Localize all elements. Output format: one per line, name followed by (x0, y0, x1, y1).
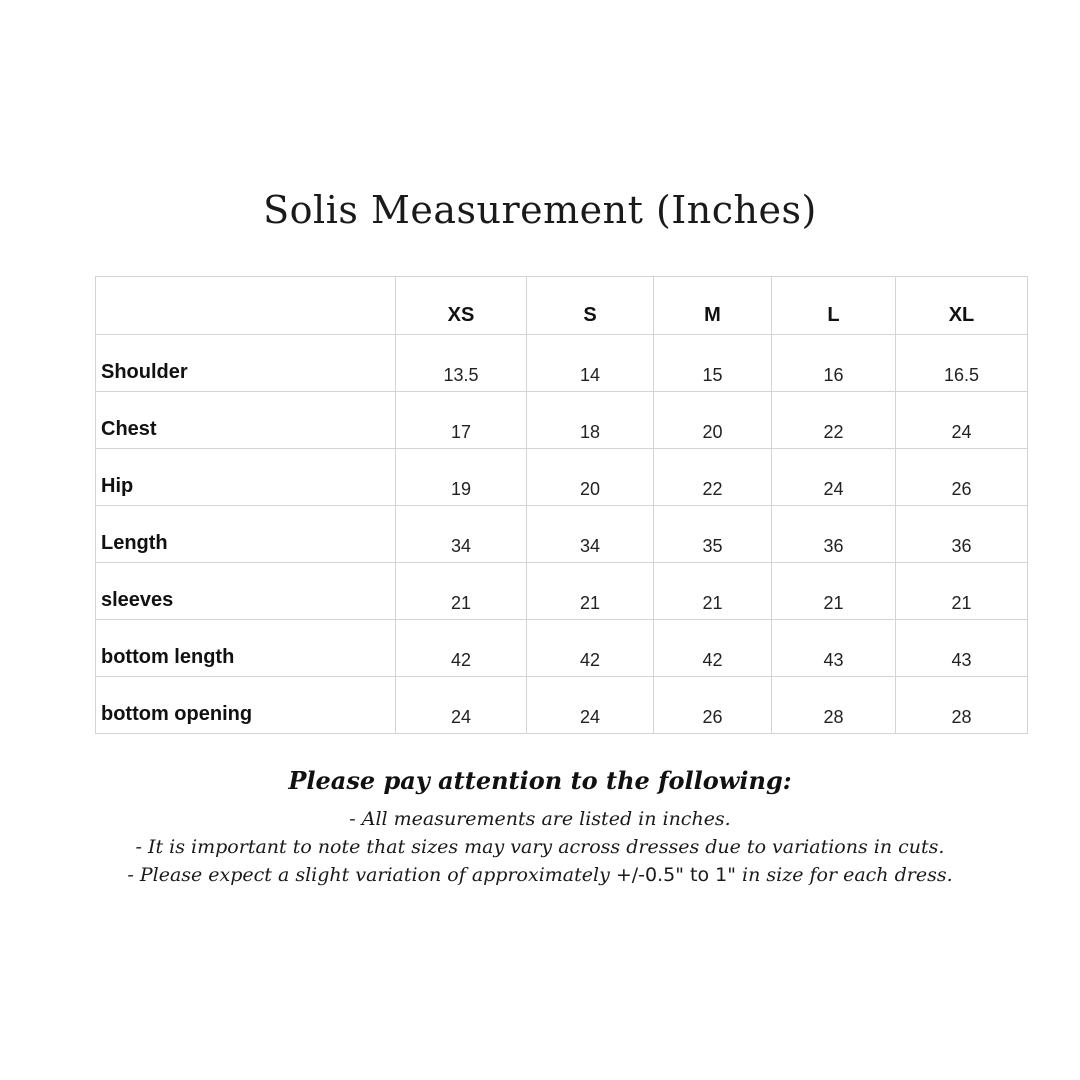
measurement-cell: 26 (896, 449, 1028, 506)
table-row (96, 392, 1028, 449)
measurement-cell: 34 (396, 506, 527, 563)
measurement-cell: 43 (896, 620, 1028, 677)
measurement-cell: 21 (527, 563, 654, 620)
table-row (96, 563, 1028, 620)
measurement-cell: 34 (527, 506, 654, 563)
measurement-cell: 16 (772, 335, 896, 392)
measurement-cell: 17 (396, 392, 527, 449)
size-header-xl: XL (896, 277, 1028, 335)
measurement-cell: 22 (654, 449, 772, 506)
measurement-cell: 42 (527, 620, 654, 677)
measurement-cell: 42 (654, 620, 772, 677)
note-line-3-suffix: in size for each dress. (735, 864, 953, 886)
note-line-3-prefix: - Please expect a slight variation of approximately (127, 864, 616, 886)
measurement-cell: 16.5 (896, 335, 1028, 392)
page-title: Solis Measurement (Inches) (263, 188, 817, 232)
row-label: sleeves (96, 563, 396, 620)
measurement-cell: 21 (396, 563, 527, 620)
row-label: Shoulder (96, 335, 396, 392)
measurement-cell: 14 (527, 335, 654, 392)
measurement-cell: 35 (654, 506, 772, 563)
size-header-xs: XS (396, 277, 527, 335)
note-line-1: - All measurements are listed in inches. (349, 808, 731, 830)
size-header-m: M (654, 277, 772, 335)
measurement-cell: 20 (654, 392, 772, 449)
header-row (96, 277, 1028, 335)
note-line-2: - It is important to note that sizes may vary across dresses due to variations in cuts. (135, 836, 945, 858)
size-header-l: L (772, 277, 896, 335)
header-corner-cell (96, 277, 396, 335)
measurement-cell: 36 (772, 506, 896, 563)
measurement-cell: 24 (527, 677, 654, 734)
size-chart-table (95, 276, 1028, 734)
measurement-cell: 24 (396, 677, 527, 734)
note-line-3-range: +/-0.5" to 1" (615, 864, 736, 886)
measurement-cell: 21 (772, 563, 896, 620)
measurement-cell: 26 (654, 677, 772, 734)
measurement-cell: 13.5 (396, 335, 527, 392)
row-label: Length (96, 506, 396, 563)
measurement-cell: 36 (896, 506, 1028, 563)
table-row (96, 506, 1028, 563)
measurement-cell: 24 (772, 449, 896, 506)
measurement-cell: 42 (396, 620, 527, 677)
note-line-3 (0, 861, 1080, 889)
row-label: bottom opening (96, 677, 396, 734)
notes-heading: Please pay attention to the following: (288, 766, 792, 795)
table-row (96, 449, 1028, 506)
measurement-cell: 21 (896, 563, 1028, 620)
measurement-cell: 43 (772, 620, 896, 677)
table-row (96, 677, 1028, 734)
table-row (96, 335, 1028, 392)
measurement-cell: 24 (896, 392, 1028, 449)
table-row (96, 620, 1028, 677)
measurement-cell: 22 (772, 392, 896, 449)
row-label: Chest (96, 392, 396, 449)
measurement-cell: 20 (527, 449, 654, 506)
measurement-cell: 19 (396, 449, 527, 506)
size-header-s: S (527, 277, 654, 335)
measurement-cell: 18 (527, 392, 654, 449)
row-label: Hip (96, 449, 396, 506)
row-label: bottom length (96, 620, 396, 677)
notes-section (0, 766, 1080, 889)
measurement-cell: 21 (654, 563, 772, 620)
measurement-cell: 15 (654, 335, 772, 392)
measurement-cell: 28 (772, 677, 896, 734)
measurement-cell: 28 (896, 677, 1028, 734)
